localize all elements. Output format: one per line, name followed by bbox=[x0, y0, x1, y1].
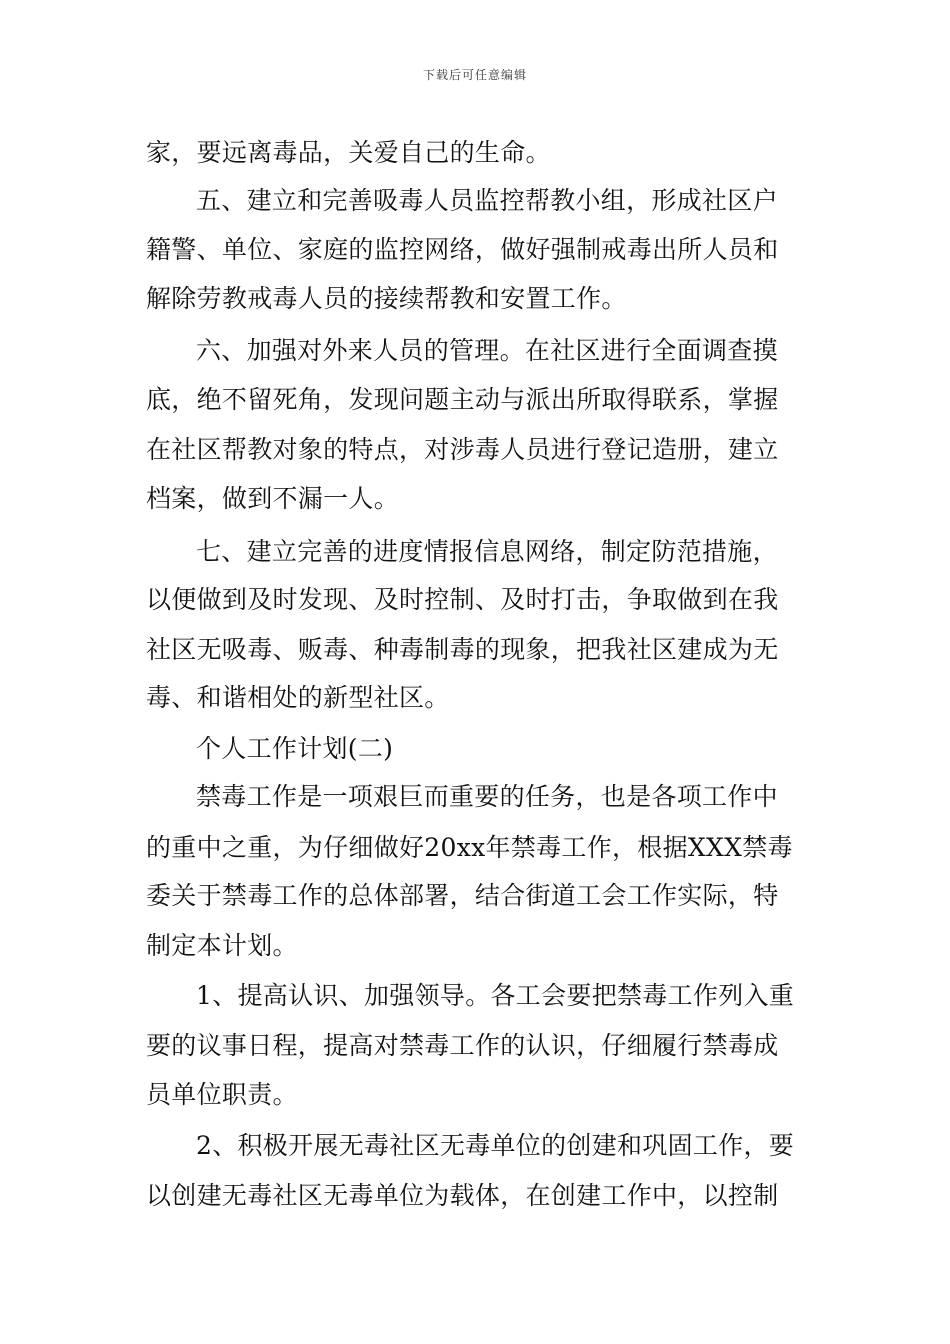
body-line: 五、建立和完善吸毒人员监控帮教小组，形成社区户 bbox=[196, 186, 778, 215]
body-line: 社区无吸毒、贩毒、种毒制毒的现象，把我社区建成为无 bbox=[146, 635, 779, 664]
body-line: 员单位职责。 bbox=[146, 1080, 298, 1109]
body-line: 六、加强对外来人员的管理。在社区进行全面调查摸 bbox=[196, 336, 778, 365]
body-line: 底，绝不留死角，发现问题主动与派出所取得联系，掌握 bbox=[146, 385, 779, 414]
body-line: 2、积极开展无毒社区无毒单位的创建和巩固工作，要 bbox=[196, 1131, 795, 1160]
section-heading: 个人工作计划(二) bbox=[196, 734, 394, 763]
body-line: 的重中之重，为仔细做好20xx年禁毒工作，根据XXX禁毒 bbox=[146, 833, 793, 862]
body-line: 1、提高认识、加强领导。各工会要把禁毒工作列入重 bbox=[196, 981, 795, 1010]
body-line: 在社区帮教对象的特点，对涉毒人员进行登记造册，建立 bbox=[146, 435, 779, 464]
body-line: 毒、和谐相处的新型社区。 bbox=[146, 683, 450, 712]
body-line: 籍警、单位、家庭的监控网络，做好强制戒毒出所人员和 bbox=[146, 235, 779, 264]
body-line: 以创建无毒社区无毒单位为载体，在创建工作中，以控制 bbox=[146, 1181, 779, 1210]
body-line: 家，要远离毒品，关爱自己的生命。 bbox=[146, 138, 551, 167]
body-line: 制定本计划。 bbox=[146, 931, 298, 960]
body-line: 以便做到及时发现、及时控制、及时打击，争取做到在我 bbox=[146, 585, 779, 614]
body-line: 七、建立完善的进度情报信息网络，制定防范措施， bbox=[196, 537, 778, 566]
body-line: 禁毒工作是一项艰巨而重要的任务，也是各项工作中 bbox=[196, 782, 778, 811]
page-header: 下载后可任意编辑 bbox=[422, 68, 527, 82]
body-line: 委关于禁毒工作的总体部署，结合街道工会工作实际，特 bbox=[146, 881, 779, 910]
body-line: 档案，做到不漏一人。 bbox=[146, 484, 400, 513]
body-line: 解除劳教戒毒人员的接续帮教和安置工作。 bbox=[146, 284, 627, 313]
body-line: 要的议事日程，提高对禁毒工作的认识，仔细履行禁毒成 bbox=[146, 1031, 779, 1060]
